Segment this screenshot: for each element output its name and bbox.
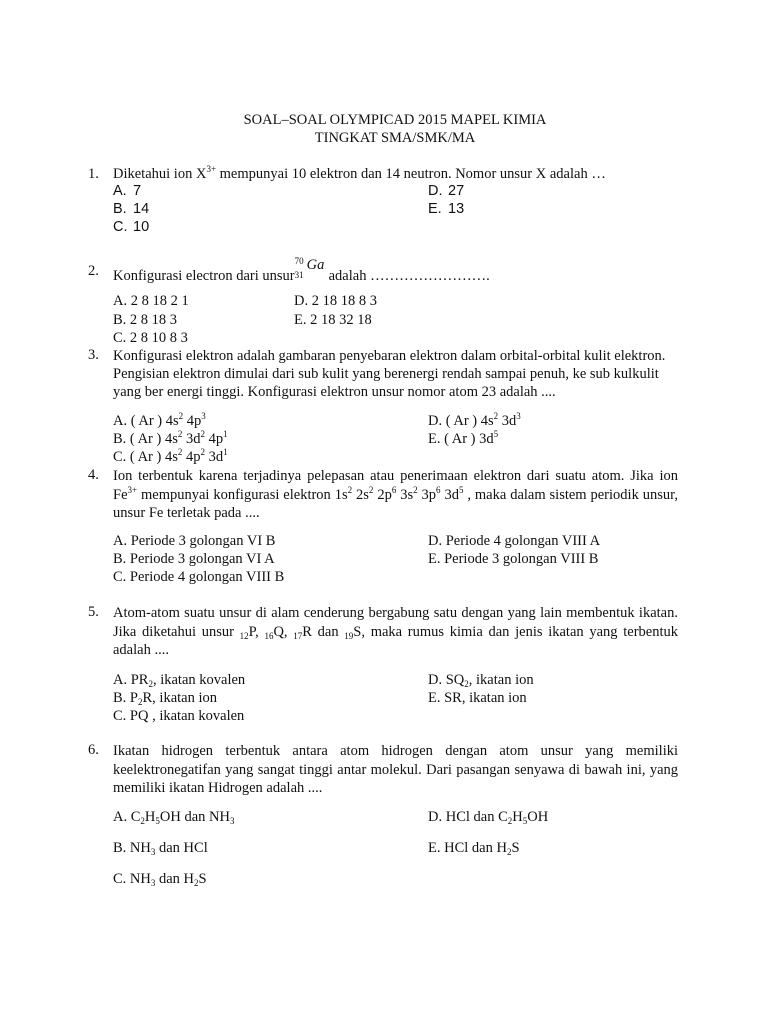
gallium-nuclide-notation: 70 31 Ga [294, 256, 325, 280]
question-number: 6. [88, 742, 99, 758]
option-b: B. Periode 3 golongan VI A [113, 551, 275, 567]
option-a: A. 7 [113, 183, 142, 199]
option-d: D. 2 18 18 8 3 [294, 293, 377, 309]
option-e: E. SR, ikatan ion [428, 690, 527, 706]
option-d: D. HCl dan $C_2H_5OH$ [428, 809, 549, 826]
option-b: B. ( Ar ) $4s^2$ $3d^2$ $4p^1$ [113, 429, 228, 447]
option-e: E. Periode 3 golongan VIII B [428, 551, 599, 567]
option-d: D. $SQ_2$, ikatan ion [428, 672, 534, 689]
option-a: A. 2 8 18 2 1 [113, 293, 189, 309]
option-e: E. ( Ar ) $3d^5$ [428, 429, 499, 447]
option-b: B. $P_2R$, ikatan ion [113, 690, 218, 707]
question-text: Konfigurasi electron dari unsur 70 31 Ga adalah ……………………. [113, 256, 490, 284]
exam-title: SOAL–SOAL OLYMPICAD 2015 MAPEL KIMIA [243, 112, 547, 128]
option-a: A. $C_2H_5OH$ dan $NH_3$ [113, 809, 235, 826]
question-text: Ion terbentuk karena terjadinya pelepasan atau penerimaan elektron dari suatu atom. Jika ion $Fe^{3+}$ mempunyai konfigurasi elektron $1s^2$ $2s^2$ $2p^6$ $3s^2$ $3p^6$ $3d^5$ , maka dalam sistem periodik unsur, unsur Fe terletak pada .... [113, 468, 678, 521]
question-number: 3. [88, 347, 99, 363]
option-a: A. ( Ar ) $4s^2$ $4p^3$ [113, 411, 206, 429]
question-number: 5. [88, 604, 99, 620]
option-e: E. 2 18 32 18 [294, 312, 372, 328]
question-text: Konfigurasi elektron adalah gambaran penyebaran elektron dalam orbital-orbital kulit elektron. Pengisian elektron dimulai dari sub kulit yang berenergi rendah sampai penuh, ke sub kulkulit yang ber energi tinggi. Konfigurasi elektron unsur nomor atom 23 adalah .... [113, 348, 666, 400]
exam-subtitle: TINGKAT SMA/SMK/MA [314, 130, 476, 146]
option-c: C. $NH_3$ dan $H_2S$ [113, 871, 207, 888]
option-c: C. 2 8 10 8 3 [113, 330, 188, 346]
option-b: B. $NH_3$ dan HCl [113, 840, 208, 857]
question-text: Atom-atom suatu unsur di alam cenderung bergabung satu dengan yang lain membentuk ikatan. Jika diketahui unsur $_{12}$P, $_{16}$Q, $_{17}$R dan $_{19}$S, maka rumus kimia dan jenis ikatan yang terbentuk adalah .... [113, 605, 678, 658]
option-c: C. ( Ar ) $4s^2$ $4p^2$ $3d^1$ [113, 447, 228, 465]
question-number: 4. [88, 467, 99, 483]
question-text: Ikatan hidrogen terbentuk antara atom hidrogen dengan atom unsur yang memiliki keelektronegatifan yang sangat tinggi antar molekul. Dari pasangan senyawa di bawah ini, yang memiliki ikatan Hidrogen adalah .... [113, 743, 678, 796]
question-text: Diketahui ion $X^{3+}$ mempunyai 10 elektron dan 14 neutron. Nomor unsur X adalah … [113, 164, 606, 182]
option-c: C. Periode 4 golongan VIII B [113, 569, 285, 585]
option-c: C. 10 [113, 219, 150, 235]
option-d: D. Periode 4 golongan VIII A [428, 533, 601, 549]
option-d: D. 27 [428, 183, 465, 199]
question-number: 2. [88, 263, 99, 279]
option-b: B. 2 8 18 3 [113, 312, 178, 328]
option-a: A. Periode 3 golongan VI B [113, 533, 276, 549]
option-c: C. PQ , ikatan kovalen [113, 708, 245, 724]
option-e: E. 13 [428, 201, 465, 217]
option-a: A. $PR_2$, ikatan kovalen [113, 672, 246, 689]
option-b: B. 14 [113, 201, 150, 217]
question-number: 1. [88, 166, 99, 182]
option-d: D. ( Ar ) $4s^2$ $3d^3$ [428, 411, 521, 429]
option-e: E. HCl dan $H_2S$ [428, 840, 520, 857]
